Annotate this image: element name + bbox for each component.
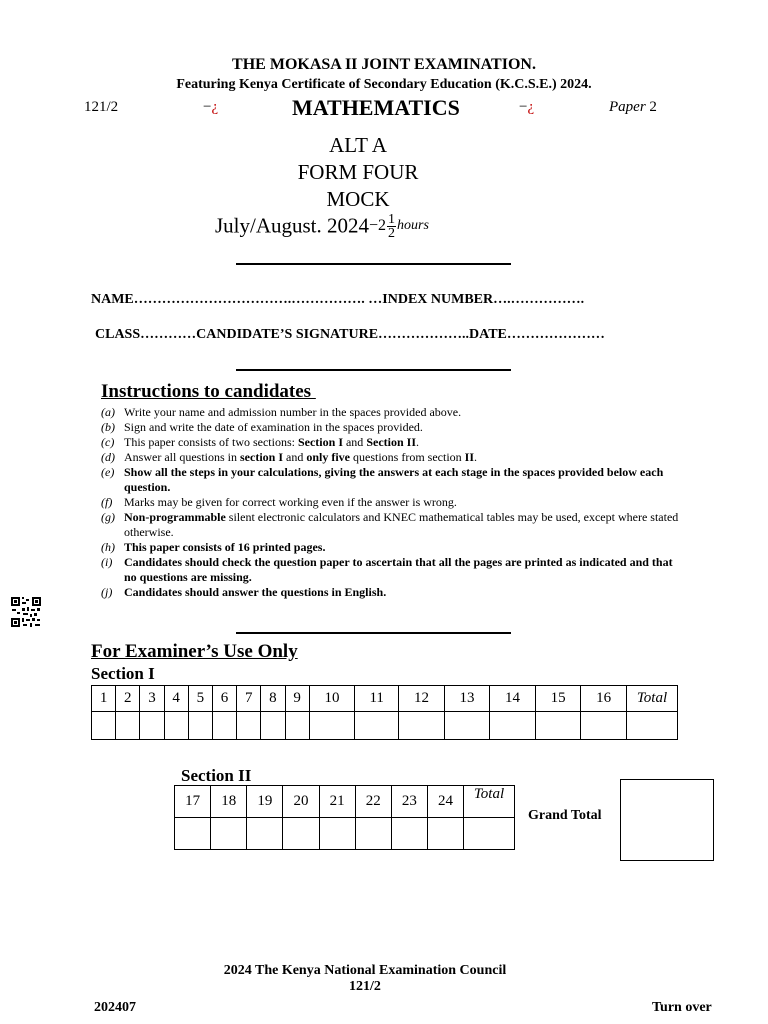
divider-1 <box>236 263 511 265</box>
section1-header-cell: 16 <box>581 686 627 712</box>
section1-score-cell[interactable] <box>212 712 236 740</box>
section1-label: Section I <box>91 664 155 683</box>
section1-header-cell: 10 <box>309 686 355 712</box>
grand-total-label: Grand Total <box>528 808 602 823</box>
section2-header-cell: 23 <box>391 786 427 818</box>
section1-score-cell[interactable] <box>140 712 164 740</box>
section1-score-cell[interactable] <box>535 712 581 740</box>
duration-fraction: $\frac{1}{2}$ <box>388 211 396 241</box>
section1-score-cell[interactable] <box>237 712 261 740</box>
class-signature-date-line: CLASS…………CANDIDATE’S SIGNATURE………………..DATE………………… <box>95 327 605 342</box>
section1-header-cell: 11 <box>355 686 399 712</box>
divider-3 <box>236 632 511 634</box>
section2-score-cell[interactable] <box>247 818 283 850</box>
instruction-item: (d) Answer all questions in section I and only five questions from section II. <box>101 450 477 464</box>
instruction-item: (g) Non-programmable silent electronic calculators and KNEC mathematical tables may be used, except where stated otherwise. <box>101 510 679 539</box>
instruction-item: (c) This paper consists of two sections: Section I and Section II. <box>101 435 419 449</box>
section2-score-cell[interactable] <box>319 818 355 850</box>
section1-score-cell[interactable] <box>116 712 140 740</box>
section1-total-cell[interactable] <box>627 712 678 740</box>
section1-header-cell: 9 <box>285 686 309 712</box>
duration-whole: 2 <box>378 217 387 235</box>
section1-header-cell: 13 <box>444 686 490 712</box>
instruction-item: (f) Marks may be given for correct working even if the answer is wrong. <box>101 495 457 509</box>
section2-label: Section II <box>181 766 252 785</box>
section1-total-header: Total <box>627 686 678 712</box>
instructions-heading: Instructions to candidates <box>101 381 316 402</box>
paper-code: 121/2 <box>84 99 119 115</box>
section2-header-cell: 24 <box>427 786 463 818</box>
section2-score-cell[interactable] <box>175 818 211 850</box>
section1-score-cell[interactable] <box>164 712 188 740</box>
section1-header-cell: 7 <box>237 686 261 712</box>
section1-score-cell[interactable] <box>188 712 212 740</box>
instruction-item: (i) Candidates should check the question paper to ascertain that all the pages are printed as indicated and that no questions are missing. <box>101 555 673 584</box>
section1-header-cell: 4 <box>164 686 188 712</box>
section1-score-cell[interactable] <box>261 712 285 740</box>
exam-subtitle: Featuring Kenya Certificate of Secondary Education (K.C.S.E.) 2024. <box>176 77 592 92</box>
duration-unit: hours <box>397 218 429 234</box>
divider-2 <box>236 369 511 371</box>
section1-score-cell[interactable] <box>581 712 627 740</box>
dash-right: −¿ <box>519 99 535 115</box>
section1-score-cell[interactable] <box>444 712 490 740</box>
section1-header-cell: 3 <box>140 686 164 712</box>
section2-score-cell[interactable] <box>427 818 463 850</box>
instruction-item: (a) Write your name and admission number in the spaces provided above. <box>101 405 462 419</box>
section2-score-cell[interactable] <box>283 818 319 850</box>
section1-header-cell: 15 <box>535 686 581 712</box>
grand-total-box[interactable] <box>620 779 714 861</box>
mark-right: ¿ <box>527 99 535 115</box>
footer-code: 121/2 <box>349 979 381 994</box>
section2-score-cell[interactable] <box>211 818 247 850</box>
section1-header-cell: 6 <box>212 686 236 712</box>
footer-left-code: 202407 <box>94 1000 136 1015</box>
footer-council: 2024 The Kenya National Examination Council <box>223 963 507 978</box>
section1-score-cell[interactable] <box>309 712 355 740</box>
section1-score-cell[interactable] <box>92 712 116 740</box>
alt-label: ALT A <box>329 133 387 157</box>
section1-score-table <box>91 685 678 740</box>
exam-date: July/August. 2024 <box>215 213 370 238</box>
qr-code-icon <box>10 596 42 628</box>
section2-header-cell: 21 <box>319 786 355 818</box>
instruction-item: (e) Show all the steps in your calculations, giving the answers at each stage in the spaces provided below each question. <box>101 465 664 494</box>
section1-header-cell: 14 <box>490 686 536 712</box>
section1-score-cell[interactable] <box>285 712 309 740</box>
exam-title: THE MOKASA II JOINT EXAMINATION. <box>232 56 536 73</box>
mark-left: ¿ <box>211 99 219 115</box>
instruction-item: (j) Candidates should answer the questions in English. <box>101 585 387 599</box>
section2-header-cell: 17 <box>175 786 211 818</box>
section1-header-cell: 12 <box>399 686 445 712</box>
section2-header-cell: 18 <box>211 786 247 818</box>
turn-over-label: Turn over <box>652 1000 712 1015</box>
section1-score-cell[interactable] <box>399 712 445 740</box>
section2-header-cell: 22 <box>355 786 391 818</box>
section2-score-table <box>174 785 515 850</box>
mock-label: MOCK <box>326 187 390 211</box>
form-label: FORM FOUR <box>297 160 419 184</box>
name-index-line: NAME…………………………….……………. …INDEX NUMBER….……………. <box>91 292 585 307</box>
instruction-item: (b) Sign and write the date of examination in the spaces provided. <box>101 420 423 434</box>
examiner-heading: For Examiner’s Use Only <box>91 641 298 662</box>
exam-date-duration: July/August. 2024−2 $\frac{1}{2}$ hours <box>215 211 429 241</box>
section1-score-cell[interactable] <box>490 712 536 740</box>
section2-header-cell: 20 <box>283 786 319 818</box>
section2-total-header: Total <box>464 786 515 818</box>
section2-total-cell[interactable] <box>464 818 515 850</box>
section2-header-cell: 19 <box>247 786 283 818</box>
instructions-list <box>101 405 681 600</box>
section1-header-cell: 5 <box>188 686 212 712</box>
section2-score-cell[interactable] <box>391 818 427 850</box>
section1-header-cell: 2 <box>116 686 140 712</box>
subject-title: MATHEMATICS <box>292 95 460 120</box>
instruction-item: (h) This paper consists of 16 printed pages. <box>101 540 326 554</box>
paper-number: Paper 2 <box>609 99 657 115</box>
dash-left: −¿ <box>203 99 219 115</box>
section1-score-cell[interactable] <box>355 712 399 740</box>
section2-score-cell[interactable] <box>355 818 391 850</box>
section1-header-cell: 1 <box>92 686 116 712</box>
section1-header-cell: 8 <box>261 686 285 712</box>
